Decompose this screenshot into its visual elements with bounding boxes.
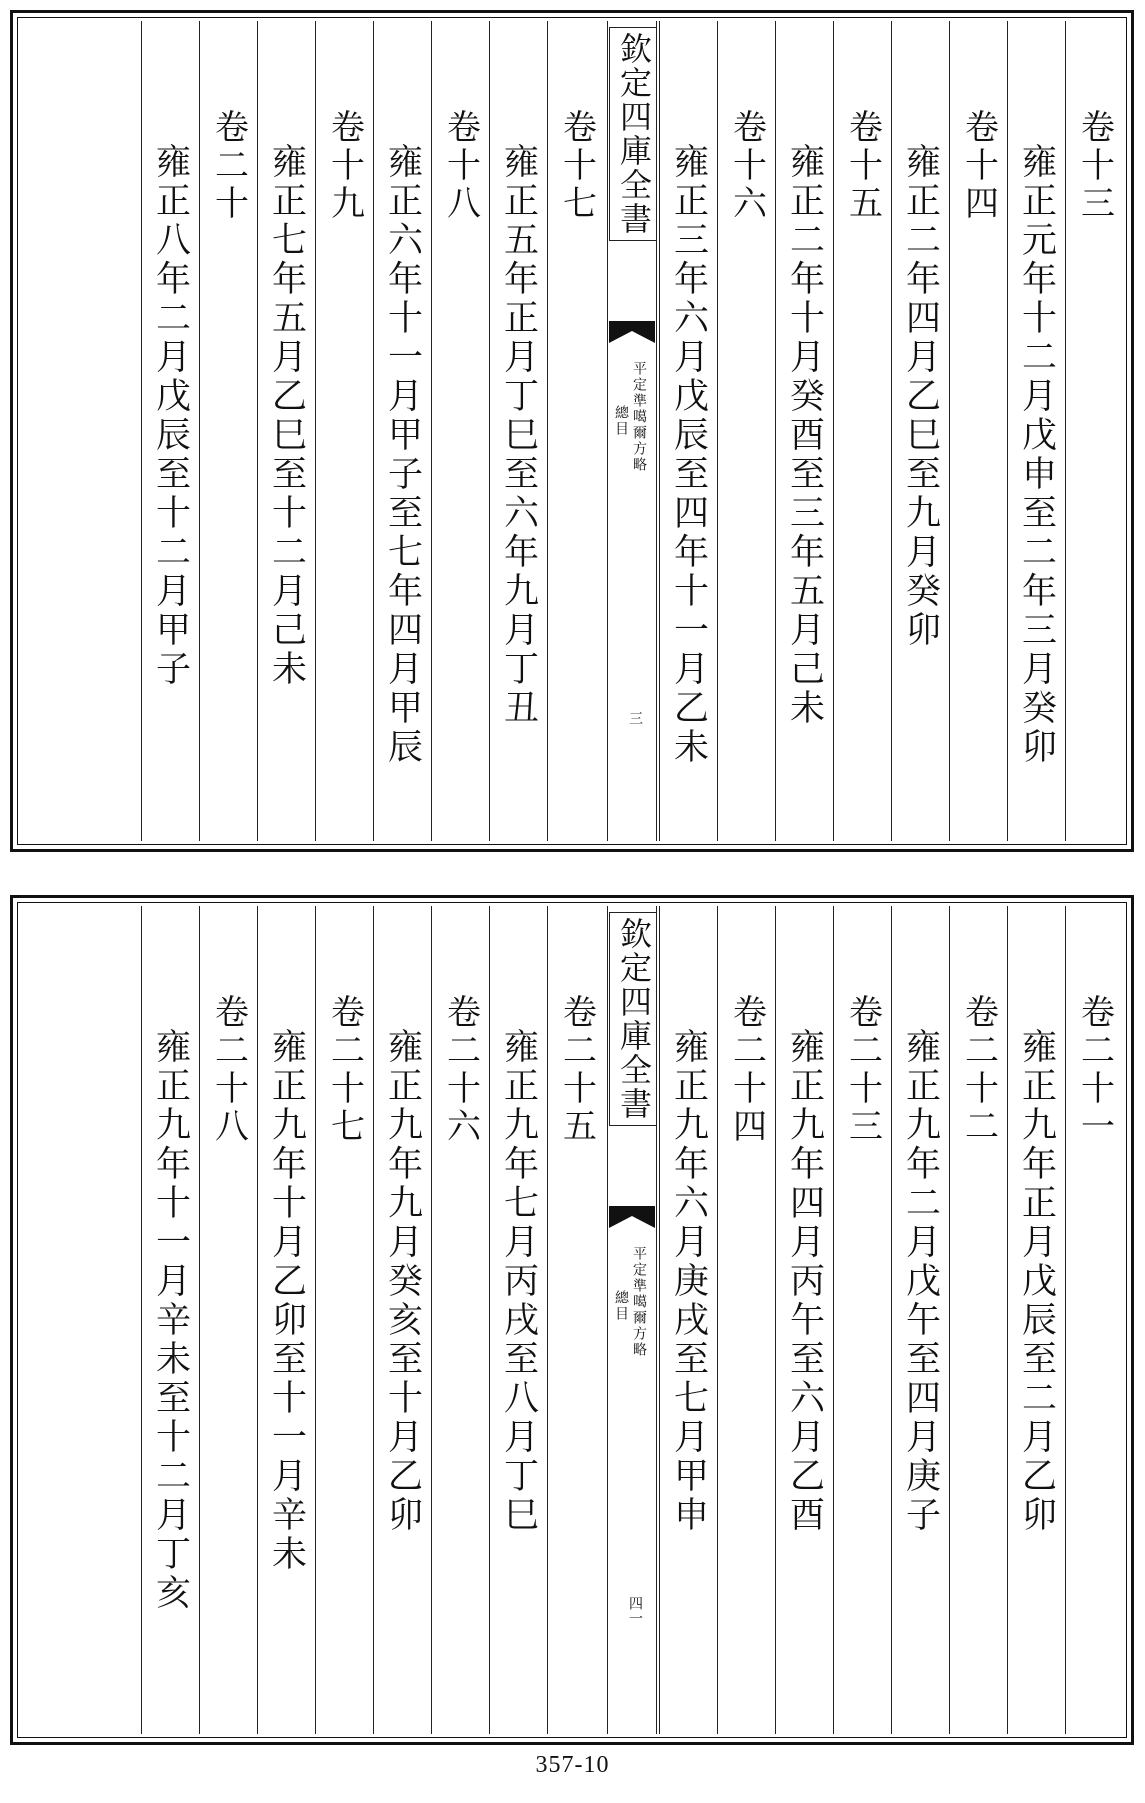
top-volume-head-7: 卷十九 [324,109,365,223]
section-label: 總目 [613,405,629,437]
top-volume-range-1: 雍正元年十二月戊申至二年三月癸卯 [1016,143,1057,767]
text-column [717,21,775,841]
top-center-strip [605,21,659,841]
bottom-page-panel [10,895,1134,1745]
top-volume-range-7: 雍正七年五月乙巳至十二月己未 [266,143,307,689]
bottom-volume-range-8: 雍正九年十一月辛未至十二月丁亥 [150,1028,191,1613]
text-column [891,906,949,1734]
text-column [315,21,373,841]
bottom-volume-range-1: 雍正九年正月戊辰至二月乙卯 [1016,1028,1057,1535]
bottom-volume-head-6: 卷二十六 [440,994,481,1146]
top-volume-range-5: 雍正五年正月丁巳至六年九月丁丑 [498,143,539,728]
top-volume-range-4: 雍正三年六月戊辰至四年十一月乙未 [668,143,709,767]
text-column [547,906,605,1734]
page-number: 357-10 [535,1752,610,1778]
top-volume-range-2: 雍正二年四月乙巳至九月癸卯 [900,143,941,650]
bottom-volume-head-8: 卷二十八 [208,994,249,1146]
top-volume-head-6: 卷十八 [440,109,481,223]
text-column [949,21,1007,841]
top-volume-range-8: 雍正八年二月戊辰至十二月甲子 [150,143,191,689]
bottom-volume-head-4: 卷二十四 [726,994,767,1146]
top-volume-head-1: 卷十三 [1074,109,1115,223]
text-column [717,906,775,1734]
text-column [547,21,605,841]
strip-rule [607,21,608,841]
bottom-center-strip [605,906,659,1734]
bottom-volume-range-5: 雍正九年七月丙戌至八月丁巳 [498,1028,539,1535]
text-column [489,21,547,841]
bottom-volume-range-6: 雍正九年九月癸亥至十月乙卯 [382,1028,423,1535]
bottom-volume-head-1: 卷二十一 [1074,994,1115,1146]
text-column [775,21,833,841]
fish-tail-mark-icon [609,1206,655,1228]
bottom-volume-range-2: 雍正九年二月戊午至四月庚子 [900,1028,941,1535]
top-volume-range-3: 雍正二年十月癸酉至三年五月己未 [784,143,825,728]
text-column [775,906,833,1734]
text-column [1007,21,1065,841]
text-column [1065,906,1123,1734]
text-column [373,906,431,1734]
leaf-number: 三 [627,711,643,726]
text-column [489,906,547,1734]
collection-title: 欽定四庫全書 [609,27,657,241]
bottom-columns [21,906,1123,1734]
text-column [659,21,717,841]
text-column [141,906,199,1734]
book-title: 平定準噶爾方略 [631,361,647,473]
text-column [431,21,489,841]
top-volume-head-3: 卷十五 [842,109,883,223]
bottom-volume-head-5: 卷二十五 [556,994,597,1146]
text-column [1065,21,1123,841]
text-column [141,21,199,841]
text-column [315,906,373,1734]
bottom-volume-head-3: 卷二十三 [842,994,883,1146]
bottom-volume-range-4: 雍正九年六月庚戌至七月甲申 [668,1028,709,1535]
top-volume-head-2: 卷十四 [958,109,999,223]
text-column [257,21,315,841]
top-columns [21,21,1123,841]
text-column [1007,906,1065,1734]
collection-title: 欽定四庫全書 [609,912,657,1126]
top-page-panel [10,10,1134,852]
text-column [833,21,891,841]
text-column [373,21,431,841]
leaf-number: 四一 [627,1596,643,1626]
top-volume-range-6: 雍正六年十一月甲子至七年四月甲辰 [382,143,423,767]
text-column [949,906,1007,1734]
text-column [659,906,717,1734]
bottom-volume-range-7: 雍正九年十月乙卯至十一月辛未 [266,1028,307,1574]
text-column [891,21,949,841]
top-volume-head-5: 卷十七 [556,109,597,223]
bottom-volume-head-7: 卷二十七 [324,994,365,1146]
text-column [199,21,257,841]
text-column [431,906,489,1734]
top-volume-head-8: 卷二十 [208,109,249,223]
bottom-volume-range-3: 雍正九年四月丙午至六月乙酉 [784,1028,825,1535]
bottom-volume-head-2: 卷二十二 [958,994,999,1146]
section-label: 總目 [613,1290,629,1322]
text-column [833,906,891,1734]
fish-tail-mark-icon [609,321,655,343]
book-title: 平定準噶爾方略 [631,1246,647,1358]
text-column [257,906,315,1734]
top-volume-head-4: 卷十六 [726,109,767,223]
text-column [199,906,257,1734]
strip-rule [607,906,608,1734]
